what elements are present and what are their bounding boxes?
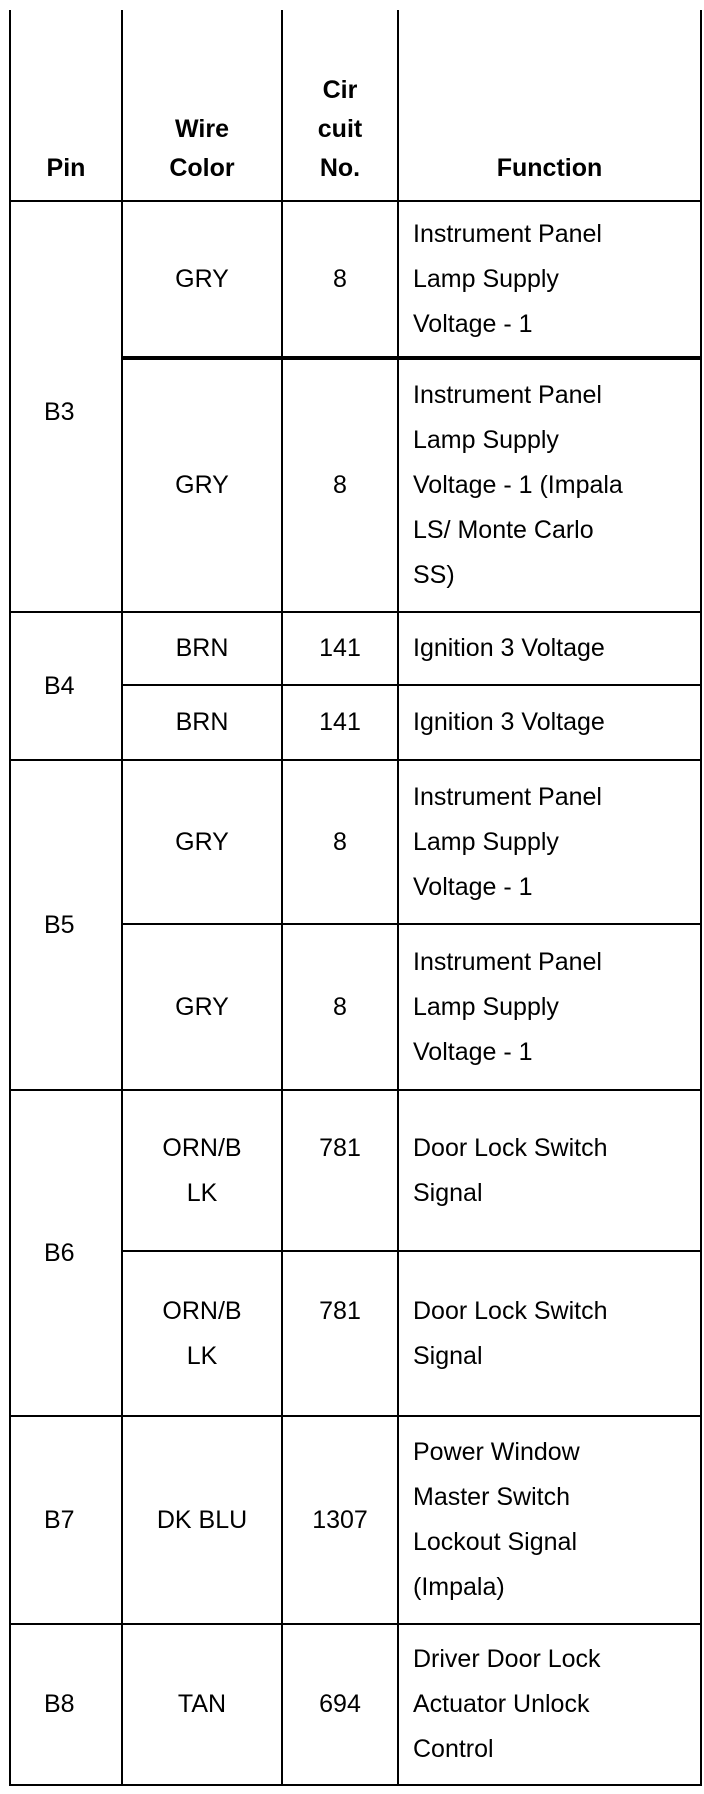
pin-cell-b6: B6 <box>44 1238 75 1267</box>
wire-color-cell: TAN <box>177 1690 227 1718</box>
table-border-right <box>700 10 702 1786</box>
circuit-cell: 8 <box>333 264 347 293</box>
function-cell: Driver Door Lock Actuator Unlock Control <box>413 1645 601 1763</box>
pin-cell-b8: B8 <box>44 1690 75 1718</box>
function-cell: Instrument Panel Lamp Supply Voltage - 1 <box>413 219 602 338</box>
function-cell: Instrument Panel Lamp Supply Voltage - 1 <box>413 947 602 1066</box>
wire-color-cell: BRN <box>175 708 229 736</box>
wire-color-cell: BRN <box>175 634 229 662</box>
header-circuit-no: Cir cuit No. <box>317 76 363 182</box>
wire-color-cell: GRY <box>175 471 229 499</box>
header-wire-color: Wire Color <box>169 115 235 182</box>
wire-color-cell: ORN/B LK <box>162 1296 242 1370</box>
function-cell: Instrument Panel Lamp Supply Voltage - 1 (Impala LS/ Monte Carlo SS) <box>413 381 623 589</box>
function-cell: Instrument Panel Lamp Supply Voltage - 1 <box>413 782 602 901</box>
circuit-cell: 8 <box>333 471 347 499</box>
column-divider-circuit <box>397 10 399 1786</box>
circuit-cell: 1307 <box>312 1505 368 1534</box>
circuit-cell: 781 <box>319 1297 361 1325</box>
header-function: Function <box>496 154 603 182</box>
function-cell: Ignition 3 Voltage <box>413 634 605 662</box>
wire-color-cell: GRY <box>175 992 229 1021</box>
function-cell: Door Lock Switch Signal <box>413 1134 608 1207</box>
function-cell: Door Lock Switch Signal <box>413 1297 608 1370</box>
circuit-cell: 781 <box>319 1134 361 1162</box>
circuit-cell: 141 <box>319 708 361 736</box>
wire-color-cell: DK BLU <box>156 1505 248 1534</box>
circuit-cell: 141 <box>319 634 361 662</box>
circuit-cell: 8 <box>333 992 347 1021</box>
table-bottom-line <box>9 1784 702 1786</box>
wire-color-cell: ORN/B LK <box>162 1133 242 1207</box>
pin-cell-b7: B7 <box>44 1505 75 1534</box>
function-cell: Power Window Master Switch Lockout Signal (Impala) <box>413 1438 580 1601</box>
wire-color-cell: GRY <box>175 827 229 856</box>
pin-cell-b5: B5 <box>44 910 75 939</box>
wire-color-cell: GRY <box>175 264 229 293</box>
circuit-cell: 8 <box>333 827 347 856</box>
pin-cell-b4: B4 <box>44 671 75 700</box>
header-pin: Pin <box>46 154 86 182</box>
circuit-cell: 694 <box>319 1690 361 1718</box>
function-cell: Ignition 3 Voltage <box>413 708 605 736</box>
pin-cell-b3: B3 <box>44 398 75 426</box>
